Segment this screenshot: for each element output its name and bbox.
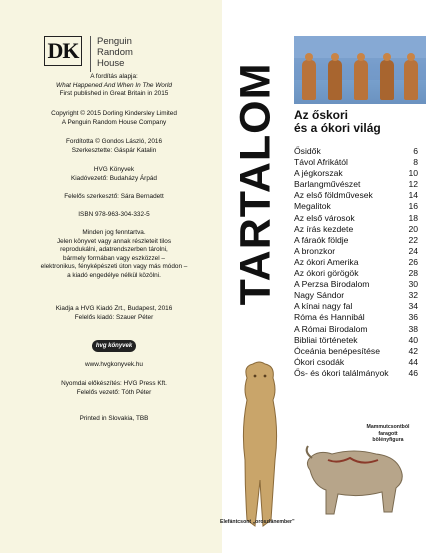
- toc-entry[interactable]: [294, 179, 418, 190]
- toc-entry[interactable]: [294, 213, 418, 224]
- toc-entry-page: 32: [408, 290, 418, 301]
- imprint-block: Kiadja a HVG Kiadó Zrt., Budapest, 2016 Felelős kiadó: Szauer Péter: [55, 305, 173, 321]
- toc-entry-title: Nagy Sándor: [294, 290, 345, 301]
- toc-entry[interactable]: [294, 346, 418, 357]
- toc-entry[interactable]: [294, 335, 418, 346]
- toc-entry[interactable]: [294, 235, 418, 246]
- toc-entry-title: A fáraók földje: [294, 234, 349, 245]
- toc-entry[interactable]: [294, 268, 418, 279]
- toc-entry-page: 30: [408, 279, 418, 290]
- translation-block: Fordította © Gondos László, 2016 Szerkesztette: Gáspár Katalin: [65, 138, 162, 154]
- toc-entry-title: Óceánia benépesítése: [294, 345, 381, 356]
- toc-entry-title: A jégkorszak: [294, 168, 343, 179]
- publisher-block: HVG Könyvek Kiadóvezető: Budaházy Árpád: [71, 166, 157, 182]
- toc-entry-page: 40: [408, 334, 418, 345]
- toc-entry-page: 20: [408, 223, 418, 234]
- toc-entry[interactable]: [294, 201, 418, 212]
- printed-in-line: Printed in Slovakia, TBB: [79, 415, 149, 422]
- toc-entry[interactable]: [294, 146, 418, 157]
- dk-penguin-logo: [44, 36, 133, 72]
- penguin-random-house-wordmark: Penguin Random House: [97, 36, 133, 69]
- toc-entry-title: A Római Birodalom: [294, 323, 368, 334]
- toc-entry-page: 34: [408, 301, 418, 312]
- table-of-contents: [294, 146, 418, 379]
- toc-entry-page: 12: [408, 179, 418, 190]
- toc-entry[interactable]: [294, 246, 418, 257]
- toc-entry-title: Az ókori Amerika: [294, 256, 359, 267]
- toc-entry-page: 24: [408, 245, 418, 256]
- bison-figurine-image: [298, 440, 410, 520]
- toc-entry-page: 10: [408, 168, 418, 179]
- toc-entry-title: Az első földművesek: [294, 190, 373, 201]
- rights-notice: Minden jog fenntartva. Jelen könyvet vagy annak részleteit tilos reprodukálni, adatrendszerben tárolni, bármely formában vagy eszközzel – elektronikus, fényképészeti úton vagy más módon – a kiadó engedélye nélkül közölni.: [40, 229, 188, 279]
- bison-caption: Mammutcsontból faragott bölényfigura: [366, 424, 410, 443]
- toc-entry-page: 28: [408, 268, 418, 279]
- toc-entry-title: Távol Afrikától: [294, 157, 348, 168]
- toc-entry[interactable]: [294, 279, 418, 290]
- toc-entry-page: 14: [408, 190, 418, 201]
- toc-entry-title: Barlangművészet: [294, 179, 361, 190]
- original-edition-info: A fordítás alapja: What Happened And When In The World First published in Great Britain in 2015: [56, 73, 172, 97]
- toc-entry-title: Bibliai történetek: [294, 334, 358, 345]
- toc-entry-page: 6: [413, 146, 418, 156]
- toc-entry[interactable]: [294, 368, 418, 379]
- toc-entry-title: Az első városok: [294, 212, 355, 223]
- toc-entry[interactable]: [294, 301, 418, 312]
- toc-entry[interactable]: [294, 224, 418, 235]
- toc-entry[interactable]: [294, 312, 418, 323]
- editor-line: Felelős szerkesztő: Sára Bernadett: [64, 193, 164, 200]
- contents-heading: TARTALOM: [231, 62, 280, 306]
- toc-entry-title: Ősidők: [294, 146, 321, 156]
- toc-entry-title: A bronzkor: [294, 245, 336, 256]
- lion-man-figurine-image: [233, 360, 287, 530]
- print-prep-block: Nyomdai előkészítés: HVG Press Kft. Felelős vezető: Tóth Péter: [61, 380, 167, 396]
- toc-entry-page: 38: [408, 323, 418, 334]
- toc-entry-title: Megalitok: [294, 201, 331, 212]
- toc-entry-title: A Perzsa Birodalom: [294, 279, 370, 290]
- toc-entry-title: Róma és Hannibál: [294, 312, 365, 323]
- toc-entry[interactable]: [294, 157, 418, 168]
- toc-entry-page: 44: [408, 356, 418, 367]
- dk-logo-icon: DK: [44, 36, 82, 66]
- copyright-block: Copyright © 2015 Dorling Kindersley Limited A Penguin Random House Company: [51, 110, 177, 126]
- section-title: Az őskori és a ókori világ: [294, 108, 381, 135]
- hvg-konyvek-logo: hvg könyvek: [92, 340, 136, 352]
- toc-entry[interactable]: [294, 357, 418, 368]
- toc-entry-title: Az írás kezdete: [294, 223, 354, 234]
- toc-entry-page: 26: [408, 256, 418, 267]
- toc-entry-title: Ős- és ókori találmányok: [294, 367, 389, 378]
- toc-entry[interactable]: [294, 190, 418, 201]
- logo-divider: [90, 36, 91, 72]
- isbn-line: ISBN 978-963-304-332-5: [78, 211, 150, 218]
- toc-entry-page: 8: [413, 157, 418, 168]
- toc-entry-page: 42: [408, 345, 418, 356]
- toc-entry-page: 16: [408, 201, 418, 212]
- toc-entry-title: Ókori csodák: [294, 356, 345, 367]
- toc-entry-page: 36: [408, 312, 418, 323]
- toc-entry-title: Az ókori görögök: [294, 268, 359, 279]
- website-link[interactable]: www.hvgkonyvek.hu: [85, 361, 143, 368]
- toc-entry-page: 18: [408, 212, 418, 223]
- toc-entry[interactable]: [294, 168, 418, 179]
- toc-entry[interactable]: [294, 290, 418, 301]
- toc-entry-page: 46: [408, 367, 418, 378]
- toc-entry-page: 22: [408, 234, 418, 245]
- ancient-frieze-image: [294, 36, 426, 104]
- toc-entry-title: A kínai nagy fal: [294, 301, 353, 312]
- lion-man-caption: Elefántcsont „oroszlánember": [220, 519, 295, 525]
- toc-entry[interactable]: [294, 257, 418, 268]
- toc-entry[interactable]: [294, 324, 418, 335]
